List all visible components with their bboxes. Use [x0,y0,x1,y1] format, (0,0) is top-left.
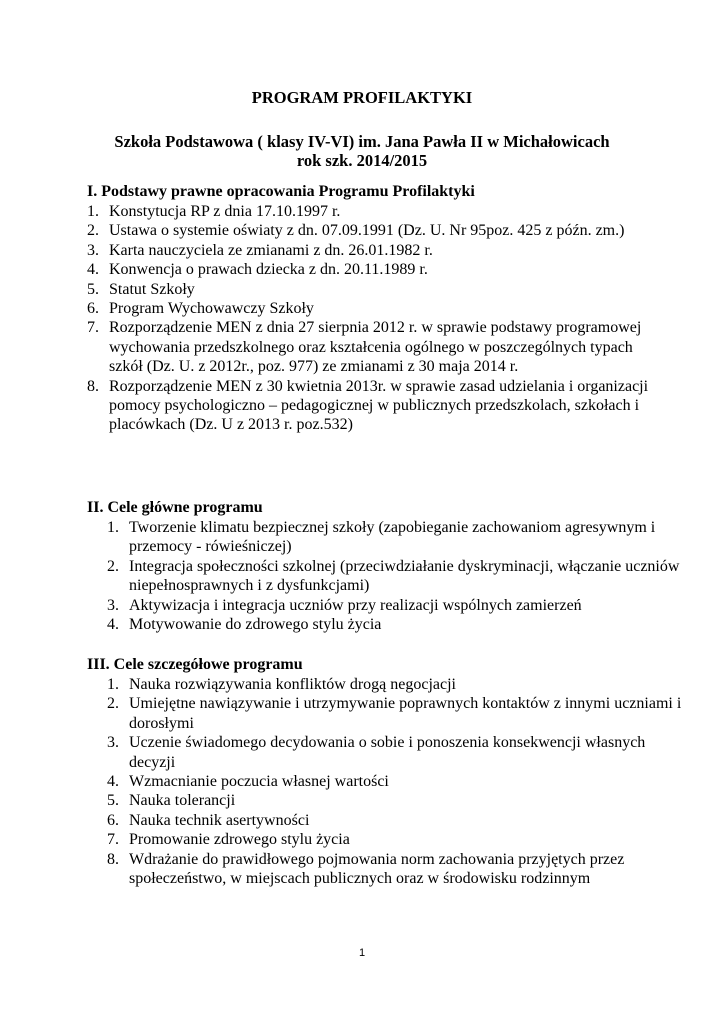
list-item-number: 8. [87,377,99,395]
list-item-text: Rozporządzenie MEN z dnia 27 sierpnia 2012 r. w sprawie podstawy programowej wychowania przedszkolnego oraz kształcenia ogólnego w poszczególnych typach szkół (Dz. U. z 2012r., poz. 977) ze zmianami z 30 maja 2014 r. [109,319,642,376]
list-item [87,318,669,376]
main-goals-list [107,518,689,634]
section-heading-main-goals: II. Cele główne programu [87,499,263,516]
list-item-text: Umiejętne nawiązywanie i utrzymywanie poprawnych kontaktów z innymi uczniami i dorosłymi [129,695,682,732]
list-item-text: Statut Szkoły [109,280,195,298]
document-title: PROGRAM PROFILAKTYKI [251,88,473,107]
list-item-text: Nauka technik asertywności [129,811,310,829]
list-item [87,221,669,240]
list-item-text: Integracja społeczności szkolnej (przeciwdziałanie dyskryminacji, włączanie uczniów niepełnosprawnych i z dysfunkcjami) [129,557,680,595]
list-item [87,299,669,318]
list-item-number: 3. [107,596,119,614]
list-item-text: Nauka tolerancji [129,792,236,810]
list-item-number: 1. [87,203,99,220]
list-item-number: 6. [87,300,99,318]
list-item-text: Rozporządzenie MEN z 30 kwietnia 2013r. w sprawie zasad udzielania i organizacji pomocy psychologiczno – pedagogicznej w publicznych przedszkolach, szkołach i placówkach (Dz. U z 2013 r. poz.532) [109,377,649,434]
list-item-number: 1. [107,676,119,693]
list-item-text: Promowanie zdrowego stylu życia [129,831,350,849]
list-item-text: Ustawa o systemie oświaty z dn. 07.09.1991 (Dz. U. Nr 95poz. 425 z późn. zm.) [109,222,625,240]
list-item [107,675,689,694]
list-item-number: 3. [107,734,119,752]
list-item-text: Tworzenie klimatu bezpiecznej szkoły (zapobieganie zachowaniom agresywnym i przemocy - rówieśniczej) [129,519,656,556]
specific-goals-list [107,675,689,888]
list-item-number: 7. [87,319,99,337]
list-item [87,280,669,299]
list-item-number: 5. [107,792,119,810]
list-item-text: Motywowanie do zdrowego stylu życia [129,616,382,634]
list-item-number: 6. [107,811,119,829]
section-heading-specific-goals: III. Cele szczegółowe programu [87,656,303,673]
list-item [87,202,669,221]
list-item [107,791,689,810]
list-item-number: 8. [107,850,119,868]
list-item [107,811,689,830]
list-item [107,615,689,634]
list-item [107,694,689,733]
list-item-number: 3. [87,241,99,259]
school-name: Szkoła Podstawowa ( klasy IV-VI) im. Jana Pawła II w Michałowicach [114,132,610,151]
page-number: 1 [358,947,366,959]
list-item-number: 4. [87,261,99,279]
list-item [87,377,669,435]
list-item [107,850,689,889]
list-item-text: Konstytucja RP z dnia 17.10.1997 r. [109,203,341,220]
list-item-number: 7. [107,831,119,849]
list-item-text: Aktywizacja i integracja uczniów przy realizacji wspólnych zamierzeń [129,596,582,614]
list-item-number: 2. [107,557,119,575]
list-item [87,241,669,260]
list-item-number: 2. [87,222,99,240]
legal-basis-list [87,202,669,435]
list-item-text: Nauka rozwiązywania konfliktów drogą negocjacji [129,676,456,693]
list-item [107,830,689,849]
list-item-number: 4. [107,616,119,634]
list-item-text: Karta nauczyciela ze zmianami z dn. 26.01.1982 r. [109,241,433,259]
list-item [87,260,669,279]
list-item-text: Wzmacnianie poczucia własnej wartości [129,773,389,791]
list-item-text: Program Wychowawczy Szkoły [109,300,314,318]
list-item-number: 4. [107,773,119,791]
list-item-number: 1. [107,519,119,536]
list-item [107,772,689,791]
school-year: rok szk. 2014/2015 [296,151,428,170]
list-item [107,596,689,615]
list-item [107,557,689,596]
list-item-number: 5. [87,280,99,298]
list-item [107,518,689,557]
list-item-text: Wdrażanie do prawidłowego pojmowania norm zachowania przyjętych przez społeczeństwo, w miejscach publicznych oraz w środowisku rodzinnym [129,850,625,888]
list-item-number: 2. [107,695,119,713]
list-item [107,733,689,772]
section-heading-legal-basis: I. Podstawy prawne opracowania Programu Profilaktyki [87,183,475,200]
list-item-text: Konwencja o prawach dziecka z dn. 20.11.1989 r. [109,261,428,279]
list-item-text: Uczenie świadomego decydowania o sobie i ponoszenia konsekwencji własnych decyzji [129,734,646,771]
